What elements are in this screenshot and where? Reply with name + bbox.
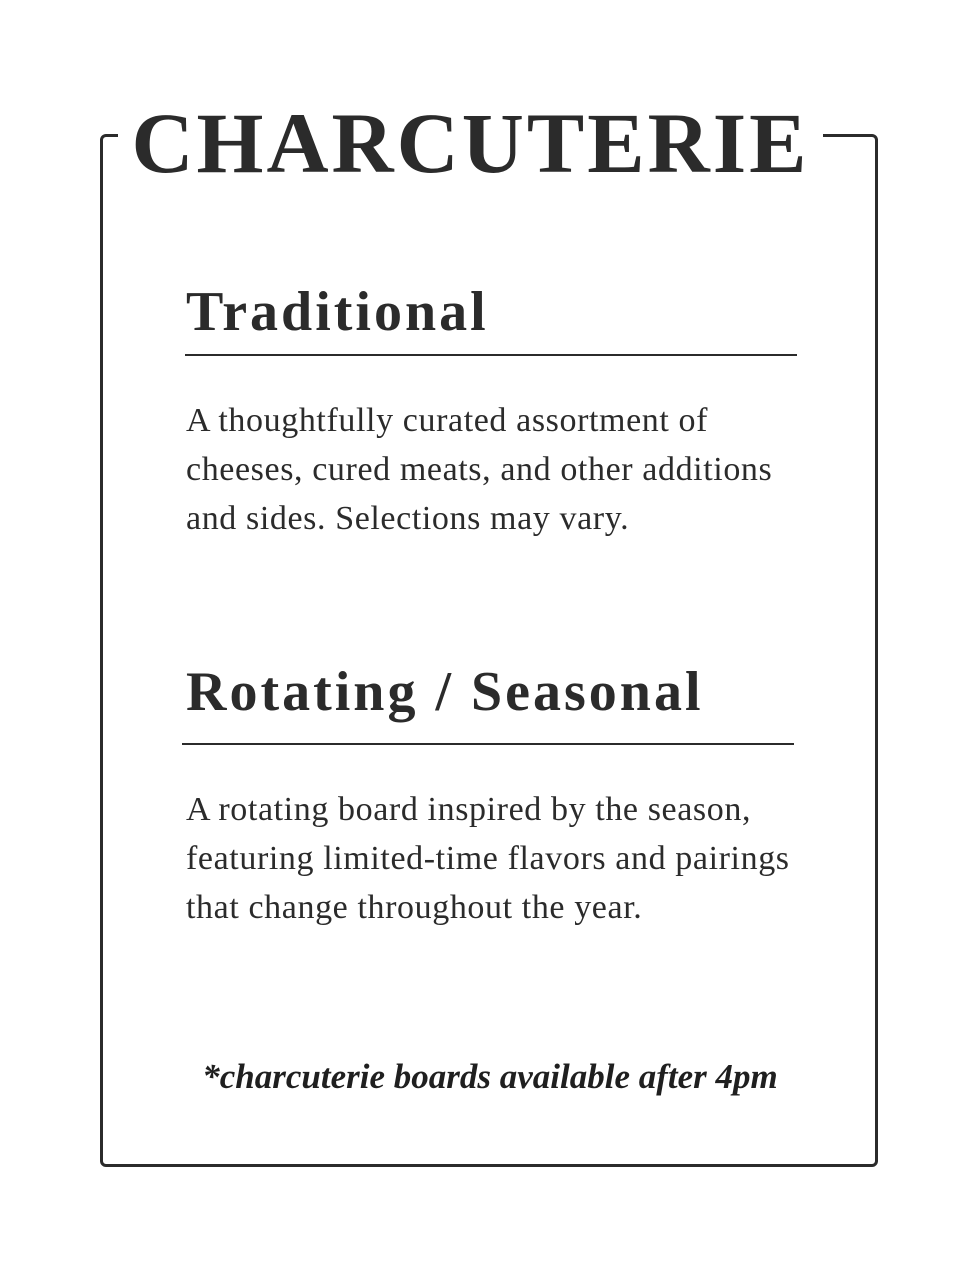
section-divider-traditional (185, 354, 797, 356)
menu-title: CHARCUTERIE (118, 98, 823, 188)
section-title-seasonal: Rotating / Seasonal (186, 661, 704, 723)
section-divider-seasonal (182, 743, 794, 745)
section-title-traditional: Traditional (186, 281, 489, 343)
section-description-traditional: A thoughtfully curated assortment of cheeses, cured meats, and other additions and sides. Selections may vary. (186, 402, 773, 537)
availability-note: *charcuterie boards available after 4pm (202, 1057, 778, 1096)
section-description-seasonal: A rotating board inspired by the season, featuring limited-time flavors and pairings that change throughout the year. (186, 791, 790, 926)
